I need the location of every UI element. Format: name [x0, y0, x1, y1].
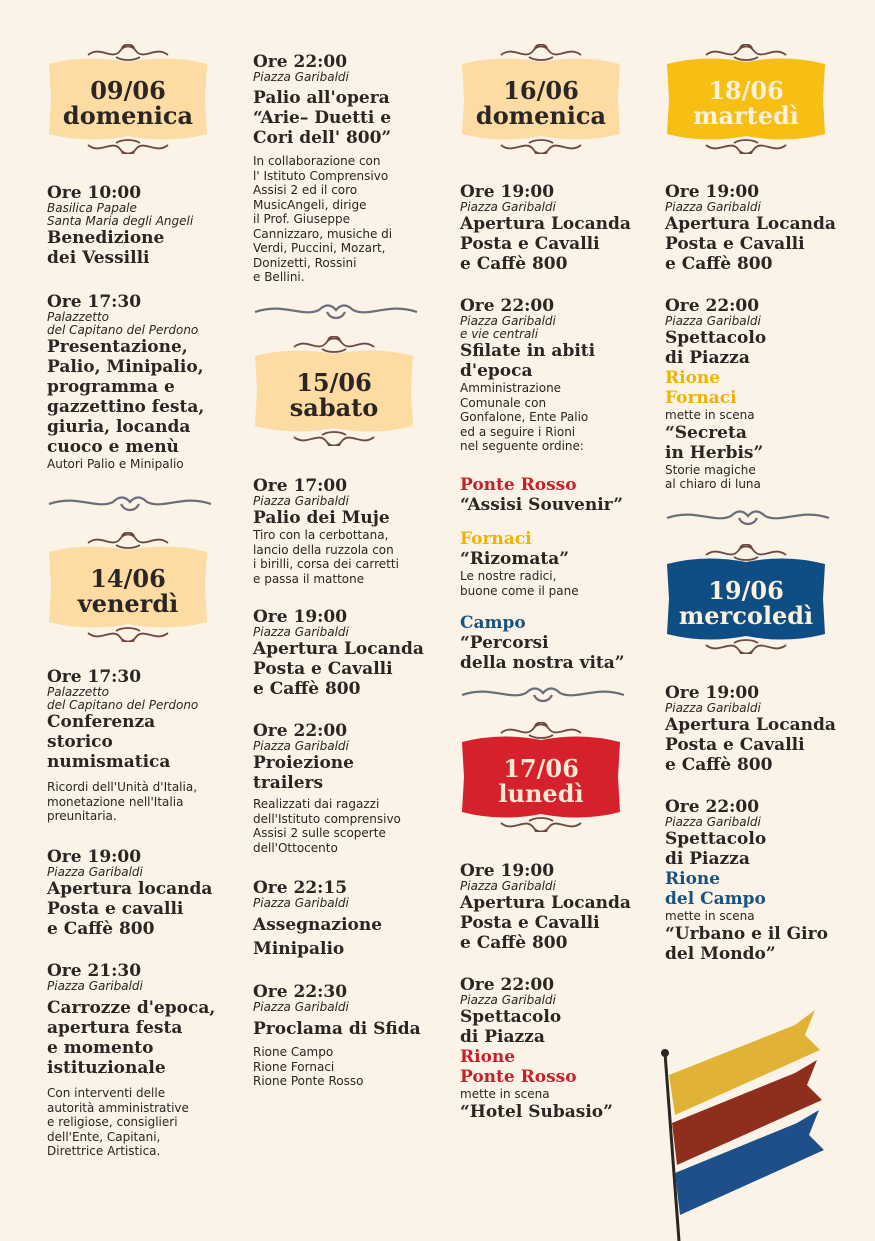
event-2200-sfilate — [460, 297, 595, 454]
event-place: Piazza Garibaldi — [665, 701, 761, 715]
event-place: Piazza Garibaldi — [253, 494, 349, 508]
flag-icon — [655, 1005, 830, 1241]
event-title: Palio all'opera — [253, 88, 390, 108]
event-note: Comunale con — [460, 395, 547, 410]
event-title: Posta e Cavalli — [253, 659, 393, 679]
ornament-icon — [294, 337, 374, 353]
event-note: Rione Ponte Rosso — [253, 1074, 364, 1088]
event-note: autorità amministrative — [47, 1100, 189, 1115]
event-time: Ore 22:00 — [665, 296, 760, 316]
day-date: 18/06 — [708, 76, 784, 105]
event-title: Posta e Cavalli — [665, 234, 805, 254]
event-place: Piazza Garibaldi — [47, 979, 143, 993]
scroll-ornament-icon — [253, 300, 419, 327]
event-note: Con interventi delle — [47, 1086, 166, 1100]
day-weekday: mercoledì — [678, 601, 814, 630]
event-note: Autori Palio e Minipalio — [47, 457, 184, 471]
event-note: Tiro con la cerbottana, — [253, 528, 389, 542]
event-2230-proclama — [253, 983, 421, 1089]
event-note: Amministrazione — [460, 381, 562, 395]
event-place: Piazza Garibaldi — [460, 879, 556, 893]
scroll-ornament-icon — [460, 683, 626, 710]
event-place: Piazza Garibaldi — [460, 200, 556, 214]
event-title: Conferenza — [47, 712, 156, 732]
event-note: il Prof. Giuseppe — [253, 212, 350, 226]
event-note: Realizzati dai ragazzi — [253, 797, 380, 811]
rione-name: Fornaci — [665, 388, 737, 408]
event-place: Piazza Garibaldi — [253, 739, 349, 753]
rione-name: Rione — [665, 368, 721, 388]
event-note: Assisi 2 ed il coro — [253, 183, 358, 197]
event-time: Ore 19:00 — [47, 847, 142, 867]
event-title: storico — [47, 732, 113, 752]
event-note: Ricordi dell'Unità d'Italia, — [47, 780, 198, 794]
day-date: 19/06 — [708, 576, 784, 605]
parade-theme: “Percorsi — [460, 633, 549, 653]
event-title: e Caffè 800 — [665, 755, 773, 775]
event-title: dei Vessilli — [47, 248, 150, 268]
event-note: Direttrice Artistica. — [47, 1144, 161, 1158]
event-2200-spettacolo — [460, 976, 613, 1122]
event-time: Ore 22:00 — [460, 975, 555, 995]
event-place: e vie centrali — [460, 327, 539, 341]
ornament-icon — [706, 545, 786, 561]
day-weekday: venerdì — [77, 589, 179, 618]
event-place: Piazza Garibaldi — [253, 896, 349, 910]
day-banner-1406 — [47, 532, 209, 642]
event-1700-palio-muje — [253, 477, 399, 586]
event-2200-palio-opera — [253, 53, 392, 285]
day-banner-1606 — [460, 44, 622, 154]
event-2215-minipalio — [253, 879, 382, 959]
scroll-ornament-icon — [47, 492, 213, 519]
event-title: Proiezione — [253, 753, 354, 773]
event-title: d'epoca — [460, 361, 533, 381]
show-title: del Mondo” — [665, 943, 776, 964]
event-title: Apertura locanda — [47, 879, 213, 899]
event-title: e Caffè 800 — [47, 919, 155, 939]
event-title: Apertura Locanda — [460, 214, 631, 234]
event-1000-benedizione — [47, 184, 193, 268]
event-title: cuoco e menù — [47, 437, 179, 457]
event-time: Ore 19:00 — [665, 683, 760, 703]
day-banner-1806 — [665, 44, 827, 154]
event-title: Spettacolo — [665, 829, 767, 849]
event-2200-spettacolo — [665, 798, 828, 964]
day-weekday: sabato — [289, 393, 379, 422]
event-title: Apertura Locanda — [665, 715, 836, 735]
event-1900-locanda — [665, 684, 836, 775]
event-note: mette in scena — [665, 408, 755, 422]
event-title: Proclama di Sfida — [253, 1019, 421, 1039]
show-title: “Hotel Subasio” — [460, 1101, 613, 1122]
event-title: programma e — [47, 377, 175, 397]
event-place: Piazza Garibaldi — [253, 625, 349, 639]
event-title: e Caffè 800 — [460, 933, 568, 953]
ornament-icon — [88, 45, 168, 61]
event-1730-presentazione — [47, 293, 204, 472]
event-place: Piazza Garibaldi — [460, 314, 556, 328]
event-note: ed a seguire i Rioni — [460, 424, 576, 439]
event-title: “Arie– Duetti e — [253, 108, 392, 128]
event-note: monetazione nell'Italia — [47, 794, 184, 809]
ornament-icon — [501, 45, 581, 61]
event-title: Spettacolo — [665, 328, 767, 348]
show-title: in Herbis” — [665, 442, 764, 463]
event-1900-locanda — [460, 183, 631, 274]
parade-fornaci — [460, 529, 579, 598]
event-note: i birilli, corsa dei carretti — [253, 557, 399, 571]
event-place: Piazza Garibaldi — [460, 993, 556, 1007]
rione-name: Ponte Rosso — [460, 1067, 577, 1087]
event-title: e Caffè 800 — [253, 679, 361, 699]
event-note: mette in scena — [460, 1087, 550, 1101]
rione-name: Rione — [460, 1047, 516, 1067]
event-note: MusicAngeli, dirige — [253, 197, 367, 212]
event-note: dell'Ottocento — [253, 840, 338, 855]
parade-theme: “Assisi Souvenir” — [460, 495, 624, 515]
event-note: In collaborazione con — [253, 154, 381, 168]
event-title: Minipalio — [253, 939, 345, 959]
event-title: di Piazza — [665, 348, 750, 368]
event-title: e Caffè 800 — [665, 254, 773, 274]
show-title: “Urbano e il Giro — [665, 923, 828, 944]
event-title: Palio, Minipalio, — [47, 357, 204, 377]
event-title: Posta e Cavalli — [665, 735, 805, 755]
event-note: Donizetti, Rossini — [253, 255, 357, 270]
ornament-icon — [88, 533, 168, 549]
event-note: preunitaria. — [47, 809, 117, 823]
day-banner-1706 — [460, 722, 622, 832]
rione-name: Fornaci — [460, 529, 532, 549]
parade-theme: “Rizomata” — [460, 549, 570, 569]
event-note: buone come il pane — [460, 583, 579, 598]
event-title: e momento — [47, 1038, 154, 1058]
event-place: Piazza Garibaldi — [253, 1000, 349, 1014]
event-title: istituzionale — [47, 1058, 166, 1078]
event-title: e Caffè 800 — [460, 254, 568, 274]
day-date: 16/06 — [503, 76, 579, 105]
event-note: Cannizzaro, musiche di — [253, 226, 393, 241]
event-note: Assisi 2 sulle scoperte — [253, 826, 386, 840]
event-note: e passa il mattone — [253, 571, 365, 586]
show-title: “Secreta — [665, 422, 747, 443]
event-note: Rione Campo — [253, 1045, 334, 1059]
day-date: 15/06 — [296, 368, 372, 397]
event-note: Le nostre radici, — [460, 569, 557, 583]
event-title: Cori dell' 800” — [253, 128, 392, 148]
event-title: giuria, locanda — [47, 417, 191, 437]
event-title: di Piazza — [665, 849, 750, 869]
event-note: Rione Fornaci — [253, 1059, 335, 1074]
rione-name: del Campo — [665, 889, 766, 909]
event-place: Piazza Garibaldi — [665, 200, 761, 214]
event-title: gazzettino festa, — [47, 397, 205, 417]
event-time: Ore 22:00 — [253, 721, 348, 741]
event-title: di Piazza — [460, 1027, 545, 1047]
day-banner-1506 — [253, 336, 415, 446]
event-title: Apertura Locanda — [460, 893, 631, 913]
rione-name: Ponte Rosso — [460, 475, 577, 495]
event-title: Spettacolo — [460, 1007, 562, 1027]
day-date: 14/06 — [90, 564, 166, 593]
event-title: Posta e Cavalli — [460, 234, 600, 254]
event-note: dell'Istituto comprensivo — [253, 811, 401, 826]
event-title: Apertura Locanda — [253, 639, 424, 659]
scroll-ornament-icon — [665, 506, 831, 533]
event-place: Piazza Garibaldi — [665, 815, 761, 829]
event-2200-proiezione — [253, 722, 401, 855]
event-title: Posta e cavalli — [47, 899, 184, 919]
event-title: Assegnazione — [253, 915, 383, 935]
event-place: Palazzetto — [47, 310, 110, 324]
rione-name: Campo — [460, 613, 526, 633]
event-time: Ore 17:30 — [47, 292, 142, 312]
event-title: Sfilate in abiti — [460, 341, 596, 361]
event-place: Basilica Papale — [47, 201, 137, 215]
ornament-icon — [88, 628, 168, 642]
ornament-icon — [88, 140, 168, 154]
ornament-icon — [294, 432, 374, 446]
event-note: dell'Ente, Capitani, — [47, 1129, 161, 1144]
event-title: Carrozze d'epoca, — [47, 998, 216, 1018]
event-time: Ore 17:30 — [47, 667, 142, 687]
event-time: Ore 19:00 — [253, 607, 348, 627]
event-place: del Capitano del Perdono — [47, 323, 199, 337]
ornament-icon — [706, 45, 786, 61]
event-note: nel seguente ordine: — [460, 439, 584, 453]
day-weekday: domenica — [475, 101, 607, 130]
event-note: mette in scena — [665, 909, 755, 923]
event-note: e religiose, consiglieri — [47, 1115, 178, 1129]
event-1900-locanda — [460, 862, 631, 953]
event-time: Ore 22:00 — [253, 52, 348, 72]
event-note: Gonfalone, Ente Palio — [460, 410, 589, 424]
event-time: Ore 10:00 — [47, 183, 142, 203]
event-place: Piazza Garibaldi — [253, 70, 349, 84]
event-title: Posta e Cavalli — [460, 913, 600, 933]
parade-ponte-rosso — [460, 475, 623, 515]
event-title: Benedizione — [47, 228, 165, 248]
event-place: Santa Maria degli Angeli — [47, 214, 194, 228]
day-weekday: martedì — [693, 101, 799, 130]
event-1900-locanda — [253, 608, 424, 699]
event-place: Piazza Garibaldi — [665, 314, 761, 328]
event-time: Ore 22:30 — [253, 982, 348, 1002]
event-2130-carrozze — [47, 962, 215, 1159]
event-1730-conferenza — [47, 668, 198, 824]
ornament-icon — [501, 818, 581, 832]
ornament-icon — [501, 723, 581, 739]
event-time: Ore 21:30 — [47, 961, 142, 981]
event-note: lancio della ruzzola con — [253, 542, 394, 557]
event-note: e Bellini. — [253, 270, 305, 284]
day-weekday: domenica — [62, 101, 194, 130]
event-place: Piazza Garibaldi — [47, 865, 143, 879]
event-title: Presentazione, — [47, 337, 188, 357]
event-note: al chiaro di luna — [665, 477, 761, 491]
day-date: 09/06 — [90, 76, 166, 105]
day-banner-0906 — [47, 44, 209, 154]
event-time: Ore 22:00 — [460, 296, 555, 316]
rione-name: Rione — [665, 869, 721, 889]
day-weekday: lunedì — [498, 779, 584, 808]
event-note: Storie magiche — [665, 462, 756, 477]
event-time: Ore 19:00 — [460, 182, 555, 202]
ornament-icon — [706, 640, 786, 654]
ornament-icon — [706, 140, 786, 154]
event-1900-locanda — [47, 848, 212, 939]
event-title: Apertura Locanda — [665, 214, 836, 234]
day-date: 17/06 — [503, 754, 579, 783]
day-banner-1906 — [665, 544, 827, 654]
event-note: l' Istituto Comprensivo — [253, 168, 389, 183]
parade-campo — [460, 613, 625, 673]
event-title: trailers — [253, 773, 324, 793]
ornament-icon — [501, 140, 581, 154]
event-title: apertura festa — [47, 1018, 183, 1038]
event-time: Ore 19:00 — [665, 182, 760, 202]
event-time: Ore 17:00 — [253, 476, 348, 496]
event-title: Palio dei Muje — [253, 508, 390, 528]
event-place: del Capitano del Perdono — [47, 698, 199, 712]
event-place: Palazzetto — [47, 685, 110, 699]
event-note: Verdi, Puccini, Mozart, — [253, 241, 386, 255]
event-title: numismatica — [47, 752, 171, 772]
event-time: Ore 22:15 — [253, 878, 348, 898]
event-time: Ore 19:00 — [460, 861, 555, 881]
event-1900-locanda — [665, 183, 836, 274]
event-2200-spettacolo — [665, 297, 766, 492]
parade-theme: della nostra vita” — [460, 653, 625, 673]
event-time: Ore 22:00 — [665, 797, 760, 817]
